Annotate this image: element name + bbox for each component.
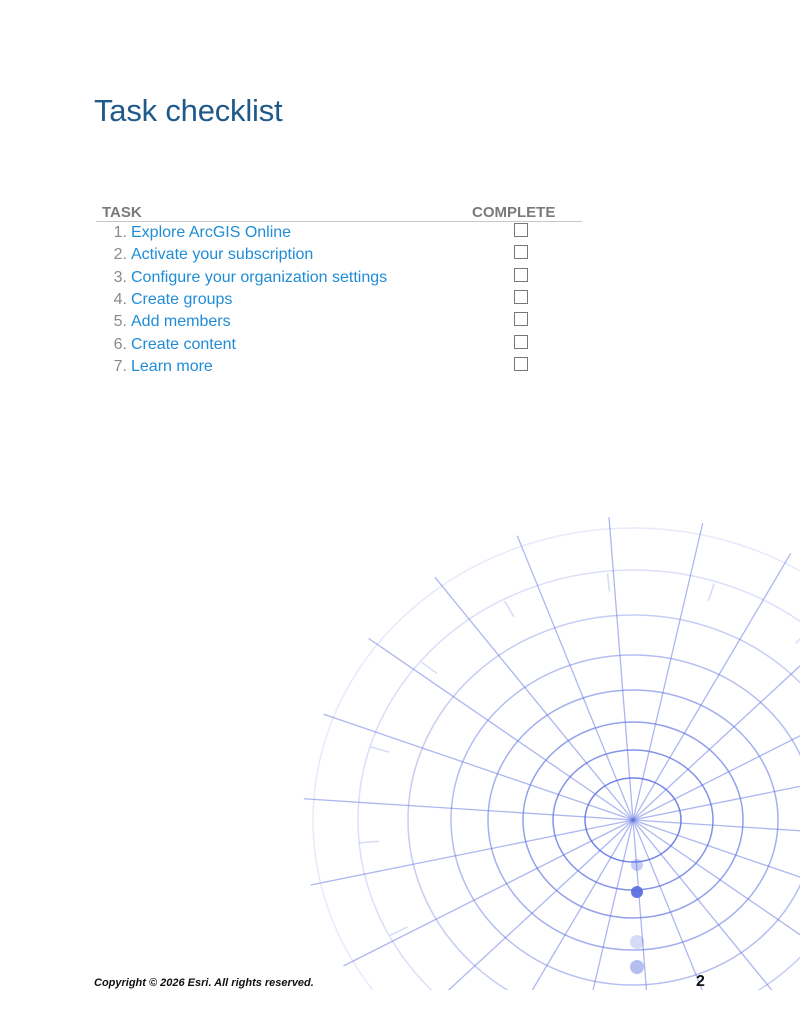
task-link[interactable]: Activate your subscription: [131, 246, 314, 264]
task-row: [96, 356, 582, 378]
grid-tick: [608, 574, 610, 592]
complete-checkbox[interactable]: [514, 335, 528, 349]
task-row: [96, 222, 582, 244]
grid-spoke: [633, 820, 749, 990]
grid-tick: [505, 601, 514, 617]
task-row: [96, 244, 582, 266]
grid-tick: [370, 747, 389, 752]
grid-spoke: [435, 577, 633, 820]
task-link[interactable]: Create content: [131, 335, 236, 353]
grid-spoke: [563, 820, 633, 990]
header-complete: COMPLETE: [472, 204, 556, 221]
grid-tick: [796, 630, 800, 644]
complete-checkbox[interactable]: [514, 223, 528, 237]
grid-spoke: [304, 799, 633, 820]
task-link[interactable]: Add members: [131, 313, 231, 331]
complete-checkbox[interactable]: [514, 290, 528, 304]
task-row: [96, 267, 582, 289]
task-link[interactable]: Explore ArcGIS Online: [131, 224, 292, 242]
grid-spoke: [400, 820, 633, 990]
grid-tick: [708, 584, 714, 601]
grid-tick: [421, 662, 436, 673]
task-number: 4.: [113, 291, 127, 309]
complete-checkbox[interactable]: [514, 357, 528, 371]
complete-checkbox[interactable]: [514, 268, 528, 282]
task-list: [96, 222, 582, 378]
task-number: 2.: [113, 246, 127, 264]
grid-spoke: [609, 517, 633, 820]
task-number: 1.: [113, 224, 127, 242]
task-number: 7.: [113, 357, 127, 375]
task-link[interactable]: Configure your organization settings: [131, 268, 388, 286]
grid-spoke: [633, 755, 800, 820]
task-number: 5.: [113, 313, 127, 331]
task-link[interactable]: Learn more: [131, 357, 213, 375]
grid-dot: [630, 935, 644, 949]
grid-spoke: [633, 820, 800, 926]
complete-checkbox[interactable]: [514, 312, 528, 326]
task-number: 6.: [113, 335, 127, 353]
copyright-text: Copyright © 2026 Esri. All rights reserved.: [94, 977, 314, 989]
task-row: [96, 333, 582, 355]
radar-grid-graphic: [300, 515, 800, 990]
grid-tick: [390, 927, 408, 935]
task-checklist-table: [96, 200, 582, 378]
task-number: 3.: [113, 268, 127, 286]
grid-spoke: [475, 820, 633, 990]
grid-dot: [631, 886, 643, 898]
task-row: [96, 311, 582, 333]
grid-spoke: [633, 820, 800, 841]
grid-ring: [313, 528, 800, 990]
grid-dot: [630, 960, 644, 974]
grid-tick: [359, 841, 379, 843]
grid-spoke: [324, 714, 633, 820]
table-header: [96, 200, 582, 222]
header-task: TASK: [102, 204, 142, 221]
page-title: Task checklist: [94, 93, 283, 128]
complete-checkbox[interactable]: [514, 245, 528, 259]
task-link[interactable]: Create groups: [131, 291, 233, 309]
page-number: 2: [696, 973, 705, 990]
task-row: [96, 289, 582, 311]
grid-spoke: [633, 674, 800, 820]
grid-dot: [631, 859, 643, 871]
grid-spoke: [633, 523, 703, 820]
